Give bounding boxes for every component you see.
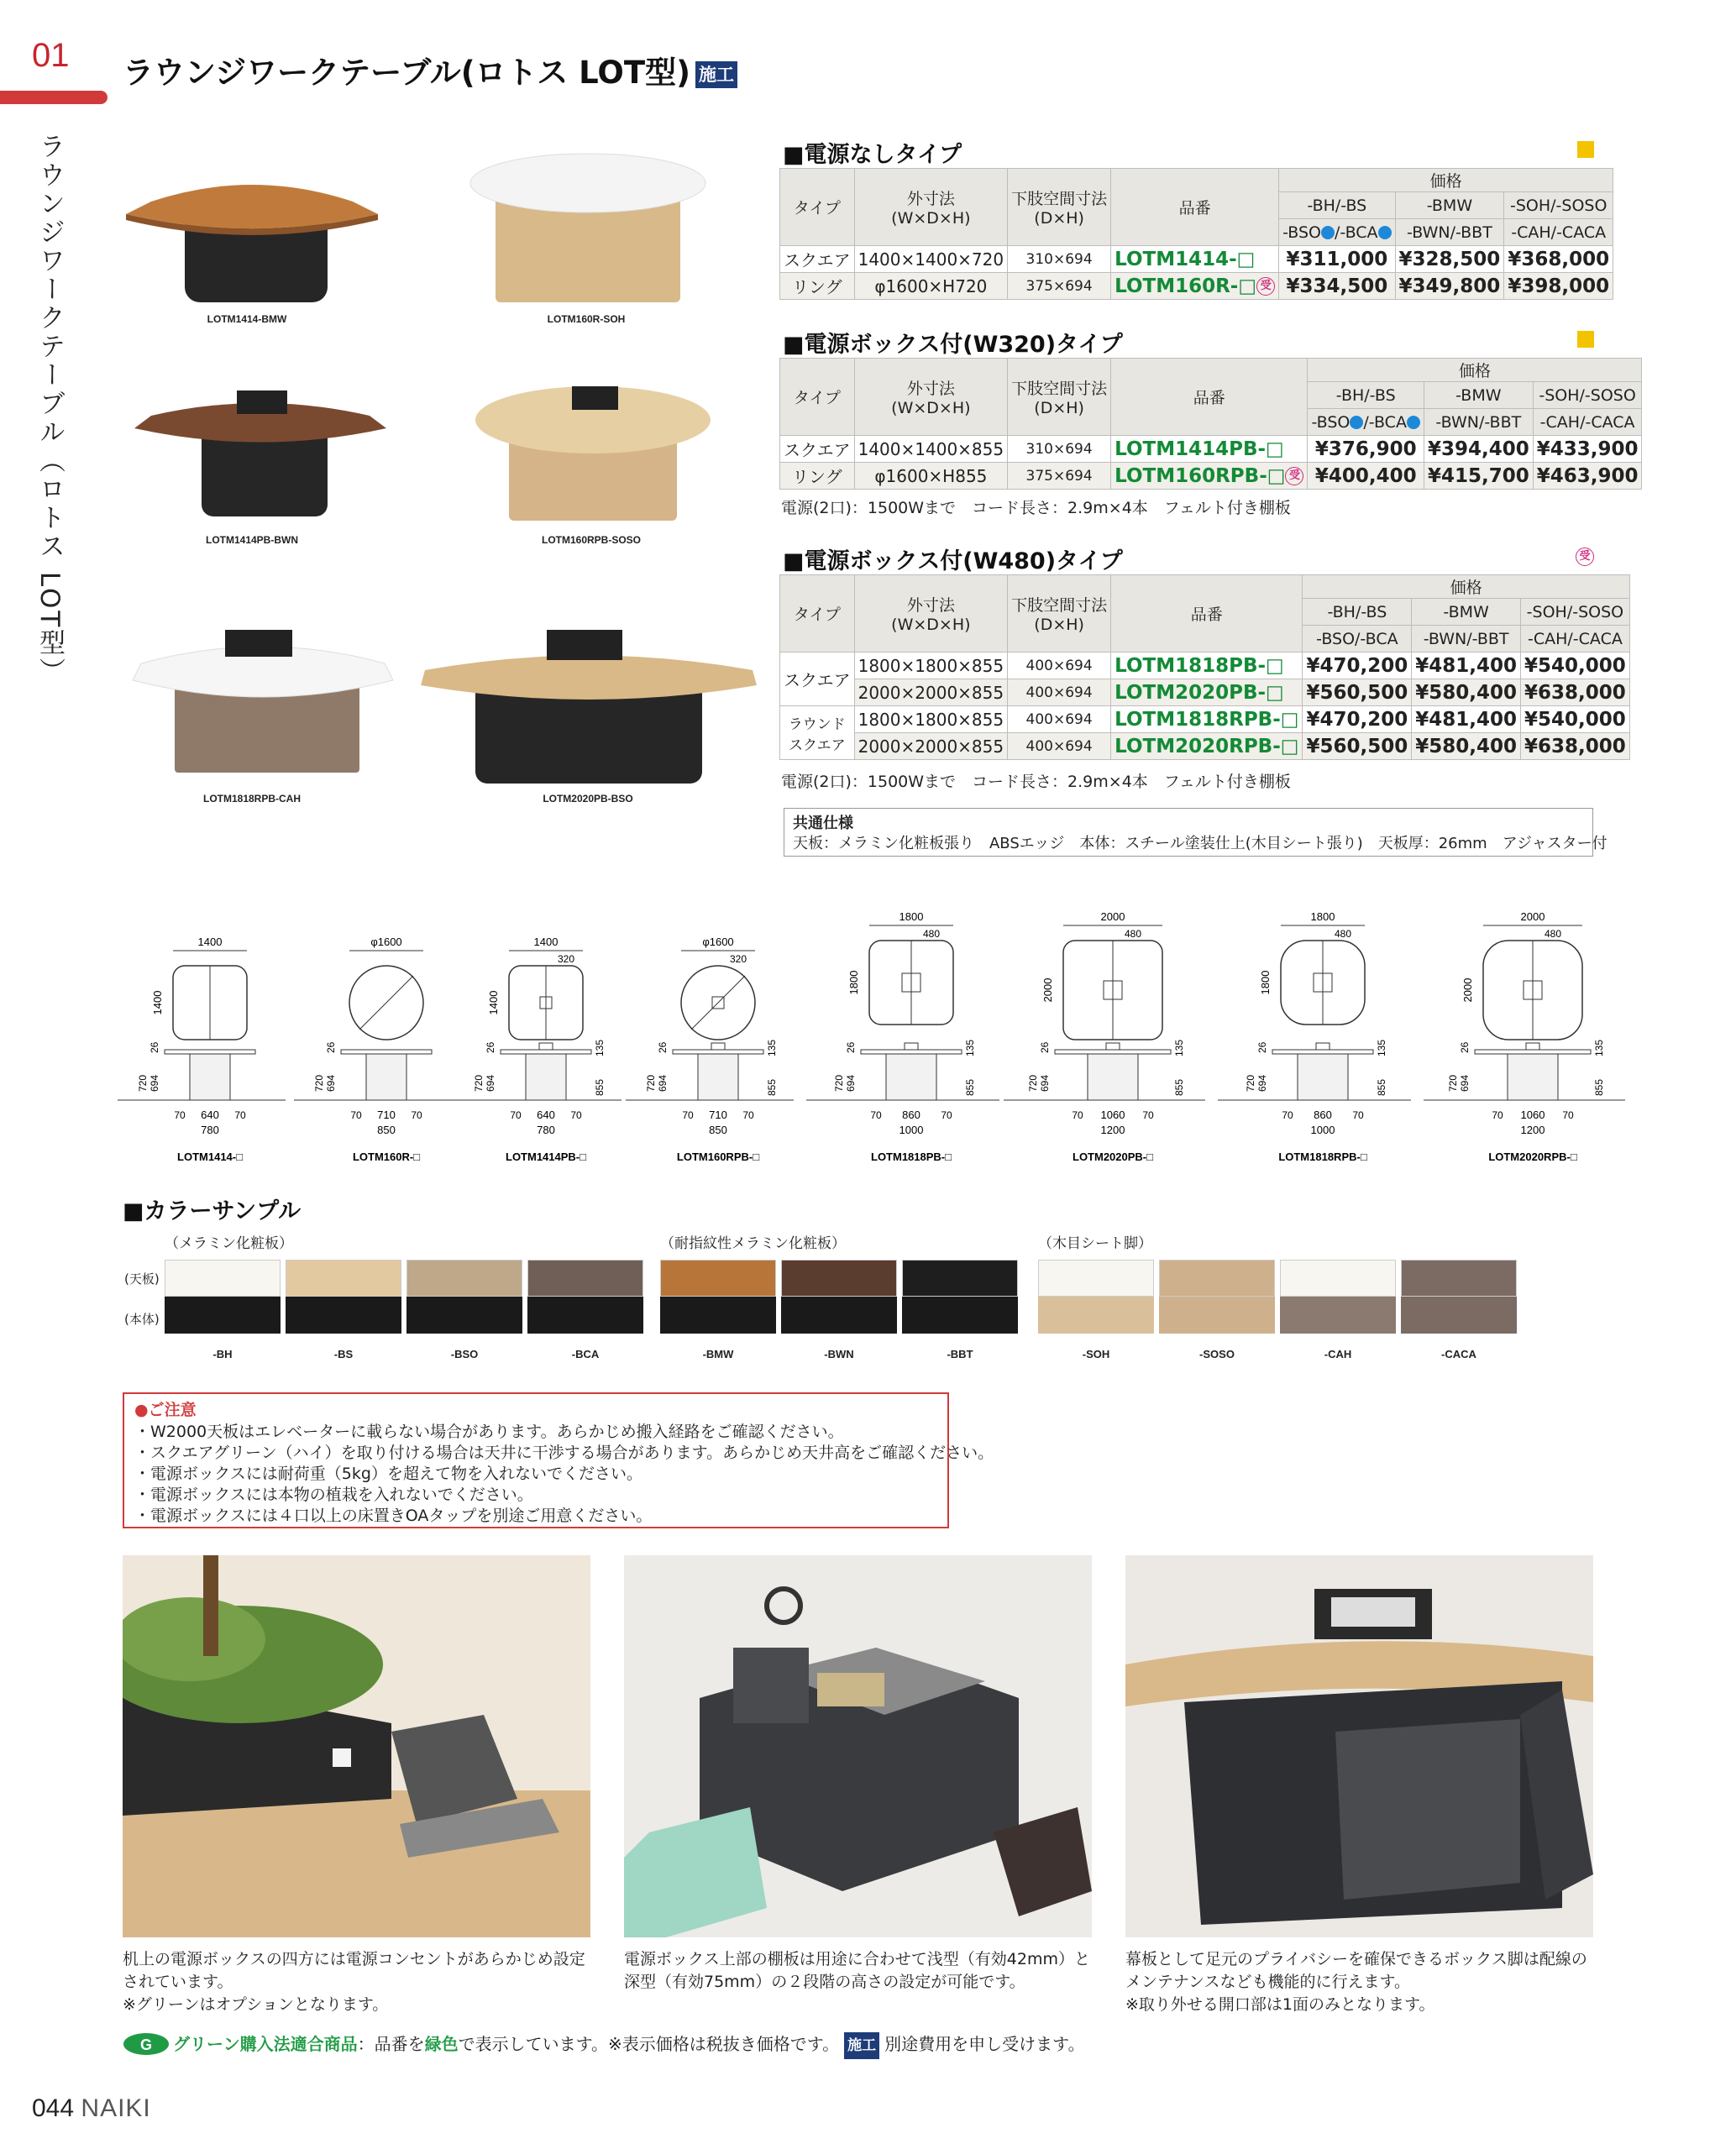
dim-box-height: 135 [964, 1039, 976, 1056]
product-image-lotm1414pb-bwn [134, 382, 386, 525]
table-row: ラウンド スクエア 1800×1800×855 400×694 LOTM1818RPB-□ ¥470,200 ¥481,400 ¥540,000 [780, 706, 1630, 733]
caution-item: ・電源ボックスには耐荷重（5kg）を超えて物を入れないでください。 [134, 1465, 642, 1483]
spec-note: 電源(2口)：1500Wまで コード長さ：2.9m×4本 フェルト付き棚板 [781, 499, 1291, 517]
color-swatch [1401, 1260, 1517, 1334]
dim-side: 70 [742, 1109, 754, 1121]
svg-text:G: G [139, 2036, 153, 2053]
dim-side: 70 [1142, 1109, 1154, 1121]
dim-width: φ1600 [370, 936, 402, 948]
swatch-body-color [781, 1297, 897, 1334]
blue-dot-icon [1378, 226, 1392, 239]
photo-caption: 机上の電源ボックスの四方には電源コンセントがあらかじめ設定 されています。 ※グリーンはオプションとなります。 [123, 1950, 585, 2014]
drawing-label: LOTM2020PB-□ [1073, 1151, 1153, 1163]
dim-thickness: 26 [845, 1041, 857, 1053]
dim-total-width: 1000 [899, 1124, 924, 1136]
color-swatch [1280, 1260, 1396, 1334]
swatch-top-color [527, 1260, 643, 1297]
dim-thickness: 26 [485, 1041, 496, 1053]
drawing-label: LOTM1818RPB-□ [1278, 1151, 1367, 1163]
swatch-top-color [1401, 1260, 1517, 1297]
color-swatch [660, 1260, 776, 1334]
swatch-top-color [1159, 1260, 1275, 1297]
swatch-code: -BWN [824, 1348, 854, 1360]
dim-box: 480 [1124, 928, 1142, 940]
dim-leg-height: 694 [1459, 1074, 1471, 1092]
swatch-code: -SOH [1082, 1348, 1110, 1360]
dim-side: 70 [510, 1109, 522, 1121]
dim-width: 1800 [899, 910, 924, 923]
dim-box: 320 [729, 953, 747, 965]
dim-total-height: 855 [1376, 1078, 1387, 1096]
dim-leg-width: 710 [709, 1109, 727, 1121]
caution-item: ・電源ボックスには本物の植栽を入れないでください。 [134, 1486, 533, 1504]
caution-item: ・電源ボックスには４口以上の床置きOAタップを別途ご用意ください。 [134, 1507, 653, 1525]
drawing-label: LOTM160R-□ [352, 1151, 421, 1163]
dim-depth: 1400 [487, 990, 500, 1015]
elevation-leg [190, 1054, 230, 1100]
header-accent-bar [0, 91, 108, 104]
table-row: リング φ1600×H720 375×694 LOTM160R-□ 受 ¥334,500 ¥349,800 ¥398,000 [780, 273, 1613, 300]
dim-total-height: 855 [766, 1078, 778, 1096]
swatch-body-color [1038, 1297, 1154, 1334]
color-swatch [527, 1260, 643, 1334]
table-row: 2000×2000×855 400×694 LOTM2020PB-□ ¥560,500 ¥580,400 ¥638,000 [780, 679, 1630, 706]
product-label: LOTM2020PB-BSO [543, 793, 633, 805]
dim-height: 720 [1027, 1074, 1039, 1092]
drawing-label: LOTM160RPB-□ [676, 1151, 760, 1163]
dim-side: 70 [1072, 1109, 1083, 1121]
dim-leg-width: 640 [201, 1109, 219, 1121]
dim-width: φ1600 [702, 936, 734, 948]
dim-box-height: 135 [594, 1039, 606, 1056]
dim-box: 480 [1334, 928, 1352, 940]
dim-side: 70 [1352, 1109, 1364, 1121]
dim-thickness: 26 [1459, 1041, 1471, 1053]
dim-leg-height: 694 [325, 1074, 337, 1092]
swatch-top-color [1038, 1260, 1154, 1297]
swatch-body-color [406, 1297, 522, 1334]
green-purchase-note: グリーン購入法適合商品：品番を緑色で表示しています。※表示価格は税抜き価格です。 施工 別途費用を申し受けます。 [173, 2031, 1085, 2059]
photo-power-box-shelf [624, 1555, 1092, 1937]
swatch-code: -SOSO [1199, 1348, 1235, 1360]
dim-total-width: 1200 [1100, 1124, 1125, 1136]
swatch-code: -BMW [702, 1348, 734, 1360]
dim-height: 720 [645, 1074, 657, 1092]
dim-side: 70 [350, 1109, 362, 1121]
elevation-top [1055, 1050, 1171, 1054]
photo-caption: 幕板として足元のプライバシーを確保できるボックス脚は配線の メンテナンスなども機能的に行えます。 ※取り外せる開口部は1面のみとなります。 [1125, 1950, 1587, 2014]
dim-total-height: 855 [1173, 1078, 1185, 1096]
dim-height: 720 [1447, 1074, 1459, 1092]
swatch-code: -BSO [450, 1348, 479, 1360]
color-sample-title: ■カラーサンプル [123, 1198, 302, 1224]
dim-box-height: 135 [766, 1039, 778, 1056]
section-title-power-box-320: ■電源ボックス付(W320)タイプ [783, 332, 1123, 358]
table-row: スクエア 1800×1800×855 400×694 LOTM1818PB-□ ¥470,200 ¥481,400 ¥540,000 [780, 653, 1630, 679]
dim-side: 70 [682, 1109, 694, 1121]
product-image-lotm160rpb-soso [467, 378, 719, 529]
page-number: 01 [32, 37, 70, 74]
dim-height: 720 [1245, 1074, 1256, 1092]
swatch-code: -CACA [1441, 1348, 1476, 1360]
dim-height: 720 [833, 1074, 845, 1092]
drawing-label: LOTM1414PB-□ [506, 1151, 586, 1163]
elevation-top [673, 1050, 763, 1054]
drawing-label: LOTM1818PB-□ [871, 1151, 952, 1163]
dim-leg-width: 1060 [1100, 1109, 1125, 1121]
dim-total-height: 855 [1593, 1078, 1605, 1096]
elevation-leg [698, 1054, 738, 1100]
sekou-badge: 施工 [844, 2032, 879, 2059]
dimension-drawing [806, 890, 999, 1167]
dim-depth: 1800 [1259, 970, 1272, 995]
dim-side: 70 [570, 1109, 582, 1121]
footer-page-number: 044 NAIKI [32, 2094, 151, 2122]
elevation-top [1272, 1050, 1373, 1054]
price-table-power-box-320: タイプ 外寸法 (W×D×H) 下肢空間寸法 (D×H) 品番 価格 -BH/-BS -BMW -SOH/-SOSO -BSO /-BCA -BWN/-BBT -CAH/-CACA スクエア 1400×1400×855 310×694 LOTM1414PB-□ ¥376,900 ¥394,400 ¥433,900 リング φ1600×H855 375×694 LOTM160RPB-□ 受 ¥400,400 ¥415,700 ¥463,900 [779, 358, 1642, 490]
green-purchase-logo-icon [123, 2032, 170, 2056]
dim-thickness: 26 [1256, 1041, 1268, 1053]
color-group-label: （メラミン化粧板） [165, 1235, 293, 1252]
dim-thickness: 26 [1039, 1041, 1051, 1053]
sekou-badge: 施工 [695, 61, 737, 88]
swatch-body-color [1401, 1297, 1517, 1334]
dim-total-height: 855 [594, 1078, 606, 1096]
dim-height: 720 [313, 1074, 325, 1092]
spec-note: 電源(2口)：1500Wまで コード長さ：2.9m×4本 フェルト付き棚板 [781, 773, 1291, 791]
dim-leg-width: 860 [902, 1109, 920, 1121]
dimension-drawing [1218, 890, 1411, 1167]
color-swatch [286, 1260, 401, 1334]
dimension-drawing [118, 890, 286, 1167]
blue-dot-icon [1321, 226, 1335, 239]
dim-side: 70 [1562, 1109, 1574, 1121]
common-spec-text: 天板：メラミン化粧板張り ABSエッジ 本体：スチール塗装仕上(木目シート張り) 天板厚：26mm アジャスター付 [793, 835, 1608, 852]
product-label: LOTM160RPB-SOSO [541, 534, 642, 546]
dim-box-height: 135 [1173, 1039, 1185, 1056]
table-row: スクエア 1400×1400×720 310×694 LOTM1414-□ ¥311,000 ¥328,500 ¥368,000 [780, 246, 1613, 273]
dim-width: 2000 [1100, 910, 1125, 923]
dim-depth: 1800 [847, 970, 860, 995]
dim-side: 70 [174, 1109, 186, 1121]
dim-total-width: 780 [537, 1124, 555, 1136]
dim-leg-width: 710 [377, 1109, 396, 1121]
dim-leg-width: 1060 [1520, 1109, 1545, 1121]
elevation-leg [526, 1054, 566, 1100]
elevation-box [1106, 1043, 1120, 1050]
dim-width: 2000 [1520, 910, 1545, 923]
dim-side: 70 [941, 1109, 952, 1121]
swatch-top-color [781, 1260, 897, 1297]
product-label: LOTM1414-BMW [207, 313, 287, 325]
dim-total-width: 1000 [1310, 1124, 1335, 1136]
product-image-lotm1414-bmw [126, 168, 378, 311]
dim-total-width: 780 [201, 1124, 219, 1136]
product-label: LOTM1818RPB-CAH [202, 793, 301, 805]
dim-leg-height: 694 [657, 1074, 669, 1092]
elevation-top [501, 1050, 591, 1054]
dim-height: 720 [473, 1074, 485, 1092]
caution-item: ・W2000天板はエレベーターに載らない場合があります。あらかじめ搬入経路をご確認ください。 [134, 1423, 844, 1441]
photo-caption: 電源ボックス上部の棚板は用途に合わせて浅型（有効42mm）と 深型（有効75mm）の２段階の高さの設定が可能です。 [624, 1950, 1091, 1991]
table-row: スクエア 1400×1400×855 310×694 LOTM1414PB-□ ¥376,900 ¥394,400 ¥433,900 [780, 436, 1642, 463]
elevation-top [341, 1050, 432, 1054]
photo-box-leg-opening [1125, 1555, 1593, 1937]
elevation-leg [1508, 1054, 1558, 1100]
color-group-label: （耐指紋性メラミン化粧板） [660, 1235, 846, 1252]
dim-width: 1400 [533, 936, 559, 948]
made-to-order-icon: 受 [1576, 548, 1594, 566]
product-label: LOTM1414PB-BWN [205, 534, 298, 546]
dim-box: 480 [1544, 928, 1562, 940]
dim-box: 480 [922, 928, 941, 940]
blue-dot-icon [1350, 416, 1363, 429]
section-marker [1577, 331, 1594, 348]
swatch-body-color [286, 1297, 401, 1334]
dimension-drawing [294, 890, 462, 1167]
dim-thickness: 26 [149, 1041, 160, 1053]
common-spec-title: 共通仕様 [793, 815, 853, 832]
dim-box: 320 [557, 953, 575, 965]
color-swatch [165, 1260, 281, 1334]
elevation-box [905, 1043, 918, 1050]
elevation-leg [366, 1054, 406, 1100]
dim-side: 70 [234, 1109, 246, 1121]
dim-thickness: 26 [325, 1041, 337, 1053]
dim-leg-height: 694 [845, 1074, 857, 1092]
swatch-top-color [286, 1260, 401, 1297]
photo-power-box-plants [123, 1555, 590, 1937]
dim-height: 720 [137, 1074, 149, 1092]
dim-total-width: 850 [377, 1124, 396, 1136]
price-table-no-power: タイプ 外寸法 (W×D×H) 下肢空間寸法 (D×H) 品番 価格 -BH/-BS -BMW -SOH/-SOSO -BSO /-BCA -BWN/-BBT -CAH/-CACA スクエア 1400×1400×720 310×694 LOTM1414-□ ¥311,000 ¥328,500 ¥368,000 リング φ1600×H720 375×694 LOTM160R-□ 受 ¥334,500 ¥349,800 ¥398,000 [779, 168, 1613, 300]
dim-side: 70 [870, 1109, 882, 1121]
swatch-top-color [660, 1260, 776, 1297]
swatch-body-color [527, 1297, 643, 1334]
elevation-leg [1298, 1054, 1348, 1100]
caution-item: ・スクエアグリーン（ハイ）を取り付ける場合は天井に干渉する場合があります。あらかじめ天井高をご確認ください。 [134, 1444, 994, 1462]
product-image-lotm1818rpb-cah [124, 621, 401, 781]
dim-leg-height: 694 [1039, 1074, 1051, 1092]
section-marker [1577, 141, 1594, 158]
elevation-box [1526, 1043, 1539, 1050]
dim-leg-height: 694 [149, 1074, 160, 1092]
vertical-title: ラウンジワークテーブル（ロトス LOT型） [34, 133, 65, 687]
elevation-top [1475, 1050, 1591, 1054]
dim-side: 70 [411, 1109, 422, 1121]
swatch-body-color [660, 1297, 776, 1334]
swatch-top-color [902, 1260, 1018, 1297]
section-title-power-box-480: ■電源ボックス付(W480)タイプ [783, 548, 1123, 574]
elevation-box [711, 1043, 725, 1050]
dim-depth: 2000 [1041, 978, 1054, 1003]
drawing-label: LOTM1414-□ [177, 1151, 243, 1163]
dim-leg-width: 860 [1314, 1109, 1332, 1121]
swatch-code: -BBT [947, 1348, 973, 1360]
dim-box-height: 135 [1376, 1039, 1387, 1056]
swatch-code: -CAH [1324, 1348, 1352, 1360]
swatch-code: -BH [212, 1348, 233, 1360]
dim-leg-width: 640 [537, 1109, 555, 1121]
dim-side: 70 [1282, 1109, 1293, 1121]
color-swatch [781, 1260, 897, 1334]
elevation-top [165, 1050, 255, 1054]
elevation-box [1316, 1043, 1330, 1050]
price-table-power-box-480: タイプ 外寸法 (W×D×H) 下肢空間寸法 (D×H) 品番 価格 -BH/-BS -BMW -SOH/-SOSO -BSO/-BCA -BWN/-BBT -CAH/-CACA スクエア 1800×1800×855 400×694 LOTM1818PB-□ ¥470,200 ¥481,400 ¥540,000 2000×2000×855 400×694 LOTM2020PB-□ ¥560,500 ¥580,400 ¥638,000 ラウンド スクエア 1800×1800×855 400×694 LOTM1818RPB-□ ¥470,200 ¥481,400 ¥540,000 2000×2000×855 400×694 LOTM2020RPB-□ ¥560,500 ¥580,400 ¥638,000 [779, 574, 1630, 760]
dim-leg-height: 694 [1256, 1074, 1268, 1092]
swatch-body-color [1159, 1297, 1275, 1334]
swatch-body-color [902, 1297, 1018, 1334]
product-image-lotm160r-soh [462, 151, 714, 311]
dimension-drawing [1424, 890, 1625, 1167]
dim-total-height: 855 [964, 1078, 976, 1096]
drawing-label: LOTM2020RPB-□ [1488, 1151, 1577, 1163]
row-label-body: (本体) [124, 1312, 160, 1327]
swatch-top-color [1280, 1260, 1396, 1297]
caution-title: ●ご注意 [134, 1401, 197, 1419]
page-title: ラウンジワークテーブル(ロトス LOT型) 施工 [123, 47, 737, 92]
dim-width: 1400 [197, 936, 223, 948]
table-row: リング φ1600×H855 375×694 LOTM160RPB-□ 受 ¥400,400 ¥415,700 ¥463,900 [780, 463, 1642, 490]
color-swatch [1038, 1260, 1154, 1334]
section-title-no-power: ■電源なしタイプ [783, 142, 962, 168]
row-label-top: (天板) [124, 1271, 160, 1287]
dimension-drawing [626, 890, 794, 1167]
dimension-drawing [454, 890, 621, 1167]
swatch-code: -BCA [571, 1348, 600, 1360]
color-group-label: （木目シート脚） [1038, 1235, 1152, 1252]
table-row: 2000×2000×855 400×694 LOTM2020RPB-□ ¥560,500 ¥580,400 ¥638,000 [780, 733, 1630, 760]
product-label: LOTM160R-SOH [547, 313, 626, 325]
color-swatch [902, 1260, 1018, 1334]
elevation-box [539, 1043, 553, 1050]
product-image-lotm2020pb-bso [417, 620, 761, 788]
dim-depth: 1400 [151, 990, 164, 1015]
made-to-order-icon: 受 [1256, 277, 1275, 296]
dim-total-width: 1200 [1520, 1124, 1545, 1136]
dim-depth: 2000 [1461, 978, 1474, 1003]
swatch-body-color [165, 1297, 281, 1334]
dim-leg-height: 694 [485, 1074, 496, 1092]
swatch-code: -BS [333, 1348, 354, 1360]
blue-dot-icon [1407, 416, 1420, 429]
swatch-body-color [1280, 1297, 1396, 1334]
elevation-leg [1088, 1054, 1138, 1100]
color-swatch [406, 1260, 522, 1334]
dim-side: 70 [1492, 1109, 1503, 1121]
dim-total-width: 850 [709, 1124, 727, 1136]
made-to-order-icon: 受 [1285, 467, 1303, 485]
dim-box-height: 135 [1593, 1039, 1605, 1056]
dim-width: 1800 [1310, 910, 1335, 923]
elevation-leg [886, 1054, 936, 1100]
swatch-top-color [406, 1260, 522, 1297]
swatch-top-color [165, 1260, 281, 1297]
dimension-drawing [1004, 890, 1205, 1167]
elevation-top [861, 1050, 962, 1054]
dim-thickness: 26 [657, 1041, 669, 1053]
color-swatch [1159, 1260, 1275, 1334]
